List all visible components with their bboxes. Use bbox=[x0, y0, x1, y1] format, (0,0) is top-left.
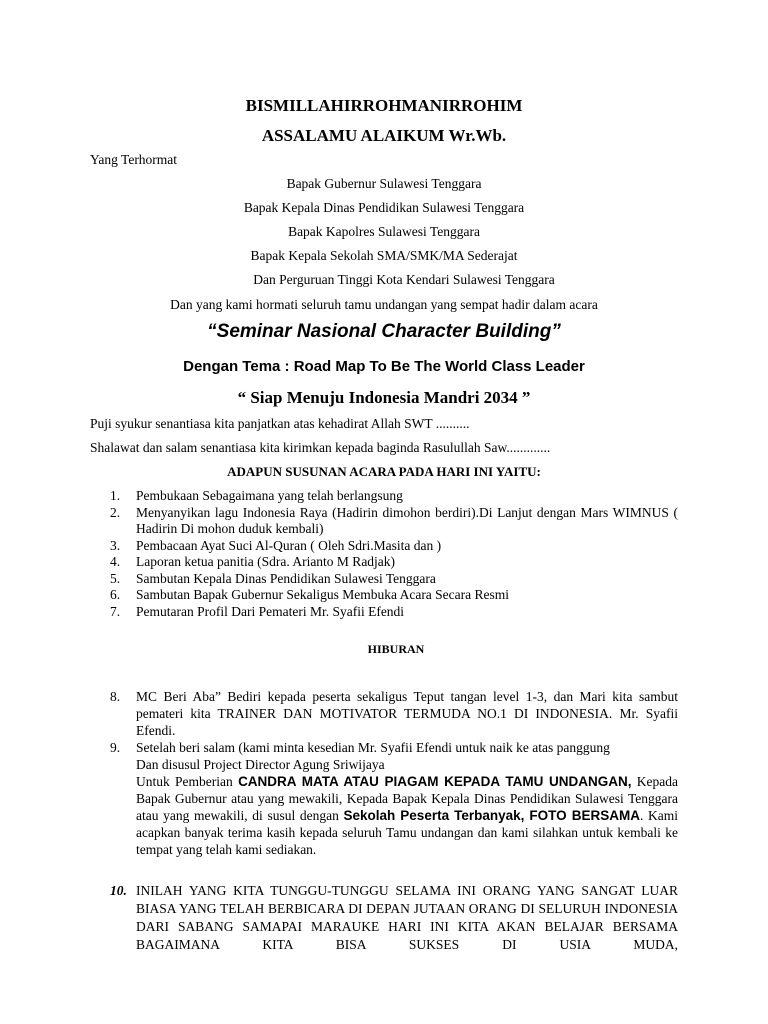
seminar-title: “Seminar Nasional Character Building” bbox=[207, 321, 561, 342]
sekolah-peserta-bold: Sekolah Peserta Terbanyak, FOTO BERSAMA bbox=[343, 808, 640, 823]
invitee-dinas: Bapak Kepala Dinas Pendidikan Sulawesi Tenggara bbox=[243, 200, 525, 215]
agenda-item bbox=[110, 554, 678, 571]
agenda-number: 2. bbox=[110, 504, 121, 520]
agenda-item bbox=[110, 587, 678, 604]
program-paragraph bbox=[136, 773, 678, 858]
seminar-tema bbox=[0, 358, 768, 375]
agenda-text: Laporan ketua panitia (Sdra. Arianto M Radjak) bbox=[136, 554, 396, 569]
program-line: Dan disusul Project Director Agung Sriwijaya bbox=[136, 757, 385, 772]
program-item-10-body bbox=[110, 882, 678, 954]
puji-syukur-line: Puji syukur senantiasa kita panjatkan atas kehadirat Allah SWT .......... bbox=[90, 416, 470, 431]
agenda-text: Pembukaan Sebagaimana yang telah berlangsung bbox=[136, 488, 403, 503]
guests-line: Dan yang kami hormati seluruh tamu undangan yang sempat hadir dalam acara bbox=[170, 297, 598, 312]
tema-label: Dengan Tema bbox=[183, 358, 281, 375]
agenda-item bbox=[110, 505, 678, 538]
candra-mata-bold: CANDRA MATA ATAU PIAGAM KEPADA TAMU UNDANGAN, bbox=[238, 774, 632, 789]
program-text: INILAH YANG KITA TUNGGU-TUNGGU SELAMA INI ORANG YANG SANGAT LUAR BIASA YANG TELAH BERBICARA DI DEPAN JUTAAN ORANG DI SELURUH INDONESIA DARI SABANG SAMAPAI MARAUKE HARI INI KITA AKAN BELAJAR BERSAMA BAGAIMANA KITA BISA SUKSES DI USIA MUDA, bbox=[136, 883, 678, 952]
agenda-item bbox=[110, 571, 678, 588]
program-number: 8. bbox=[110, 689, 121, 704]
invitee-kapolres: Bapak Kapolres Sulawesi Tenggara bbox=[288, 224, 480, 239]
paragraph-start: Untuk Pemberian bbox=[136, 774, 239, 789]
agenda-text: Sambutan Bapak Gubernur Sekaligus Membuka Acara Secara Resmi bbox=[136, 587, 510, 602]
agenda-text: Pemutaran Profil Dari Pemateri Mr. Syafii Efendi bbox=[136, 603, 405, 619]
agenda-number: 7. bbox=[110, 603, 121, 619]
shalawat-line: Shalawat dan salam senantiasa kita kirimkan kepada baginda Rasulullah Saw............. bbox=[90, 440, 551, 455]
program-text: MC Beri Aba” Bediri kepada peserta sekaligus Teput tangan level 1-3, dan Mari kita sambut pemateri kita TRAINER DAN MOTIVATOR TERMUDA NO.1 DI INDONESIA. Mr. Syafii Efendi. bbox=[136, 689, 678, 738]
invitee-governor: Bapak Gubernur Sulawesi Tenggara bbox=[286, 176, 482, 191]
program-item-10 bbox=[110, 882, 678, 954]
agenda-text: Menyanyikan lagu Indonesia Raya (Hadirin dimohon berdiri).Di Lanjut dengan Mars WIMNUS ( Hadirin Di mohon duduk kembali) bbox=[136, 504, 678, 536]
agenda-number: 4. bbox=[110, 554, 121, 569]
agenda-text: Pembacaan Ayat Suci Al-Quran ( Oleh Sdri.Masita dan ) bbox=[136, 537, 442, 553]
paragraph-end: . Kami acapkan banyak terima kasih kepada seluruh Tamu undangan dan kami silahkan untuk kembali ke tempat yang telah kami sediakan. bbox=[136, 808, 678, 857]
salutation: Yang Terhormat bbox=[90, 152, 178, 167]
agenda-list bbox=[110, 488, 678, 620]
invitee-kepsek: Bapak Kepala Sekolah SMA/SMK/MA Sederajat bbox=[250, 248, 518, 263]
agenda-heading: ADAPUN SUSUNAN ACARA PADA HARI INI YAITU: bbox=[227, 464, 541, 479]
agenda-item bbox=[110, 488, 678, 505]
agenda-number: 3. bbox=[110, 537, 121, 553]
seminar-motto: “ Siap Menuju Indonesia Mandri 2034 ” bbox=[237, 388, 531, 407]
salam-heading: ASSALAMU ALAIKUM Wr.Wb. bbox=[261, 126, 507, 145]
invitee-perguruan: Dan Perguruan Tinggi Kota Kendari Sulawesi Tenggara bbox=[253, 272, 555, 287]
agenda-number: 5. bbox=[110, 570, 121, 586]
bismillah-heading: BISMILLAHIRROHMANIRROHIM bbox=[245, 96, 523, 115]
tema-text: : Road Map To Be The World Class Leader bbox=[280, 358, 585, 375]
agenda-item bbox=[110, 538, 678, 555]
agenda-item bbox=[110, 604, 678, 621]
program-item-8 bbox=[110, 688, 678, 739]
agenda-number: 6. bbox=[110, 587, 121, 602]
agenda-number: 1. bbox=[110, 488, 121, 503]
agenda-text: Sambutan Kepala Dinas Pendidikan Sulawesi Tenggara bbox=[136, 570, 436, 586]
program-list bbox=[110, 688, 678, 858]
program-number: 9. bbox=[110, 740, 121, 755]
program-line: Setelah beri salam (kami minta kesedian Mr. Syafii Efendi untuk naik ke atas panggung bbox=[136, 740, 610, 755]
program-item-9 bbox=[110, 739, 678, 858]
paragraph-mid: Kepada Bapak Gubernur atau yang mewakili, Kepada Bapak Kepala Dinas Pendidikan Sulawesi Tenggara atau yang mewakili, di susul dengan bbox=[136, 774, 678, 823]
program-number: 10. bbox=[110, 883, 127, 898]
hiburan-heading: HIBURAN bbox=[367, 642, 425, 656]
